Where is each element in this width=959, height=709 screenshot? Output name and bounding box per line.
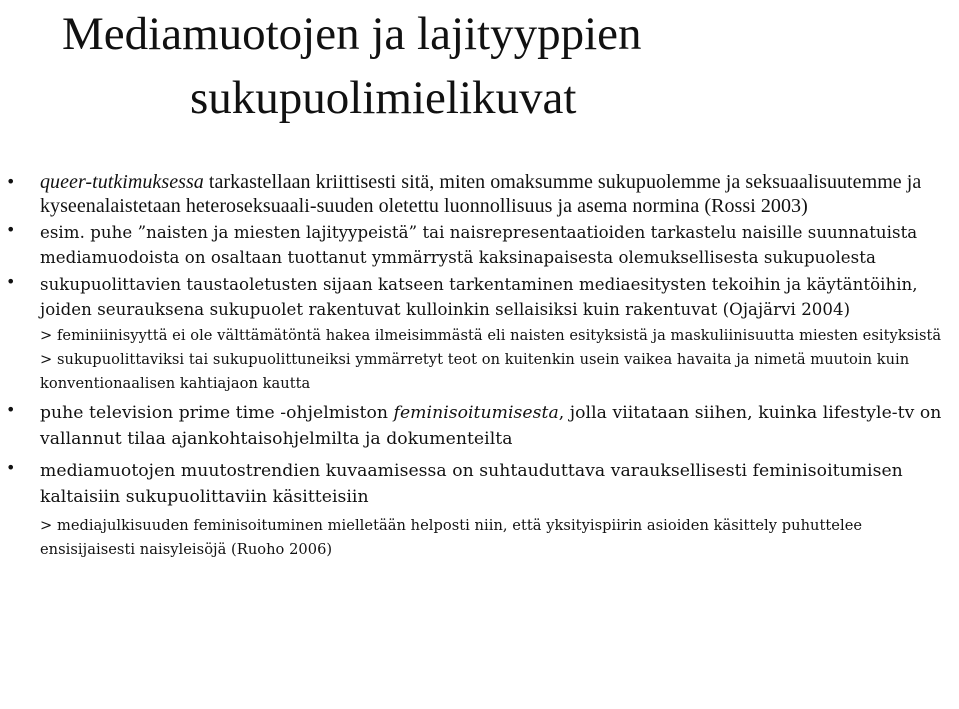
bullet-text: mediamuotojen muutostrendien kuvaamisessa on suhtauduttava varauksellisesti feminisoitumisen kaltaisiin sukupuolittaviin käsitteisiin [40,461,903,507]
bullet-text: esim. puhe ”naisten ja miesten lajityypeistä” tai naisrepresentaatioiden tarkastelu naisille suunnatuista mediamuodoista on osaltaan tuottanut ymmärrystä kaksinapaisesta olemuksellisesta sukupuolesta [40,223,918,267]
bullet-item-genre-talk [0,220,959,270]
bullet-text-after: , jolla viitataan siihen, kuinka lifestyle-tv on vallannut tilaa ajankohtaisohjelmilta ja dokumenteilta [40,403,942,449]
sub-item-text: > feminiinisyyttä ei ole välttämätöntä hakea ilmeisimmästä eli naisten esityksistä ja maskuliinisuutta miesten esityksistä [40,327,942,344]
bullet-item-media-practices [0,272,959,322]
sub-item-text: > sukupuolittaviksi tai sukupuolittuneiksi ymmärretyt teot on kuitenkin usein vaikea havaita ja nimetä muutoin kuin konventionaalisen kahtiajaon kautta [40,351,910,392]
bullet-list [0,170,959,562]
bullet-text-italic: feminisoitumisesta [393,403,559,423]
bullet-icon: • [6,172,16,191]
sub-item-gendered-acts [0,348,959,396]
bullet-text-before: puhe television prime time -ohjelmiston [40,403,394,423]
slide-title-line-2: sukupuolimielikuvat [190,72,577,124]
bullet-text: tarkastellaan kriittisesti sitä, miten omaksumme sukupuolemme ja seksuaalisuutemme ja kyseenalaistetaan heteroseksuaali-suuden oletettu luonnollisuus ja asema normina (Rossi 2003) [40,171,922,217]
bullet-icon: • [6,220,16,239]
bullet-item-prime-time [0,400,959,452]
bullet-item-queer-research [0,170,959,218]
bullet-icon: • [6,458,16,477]
bullet-icon: • [6,272,16,291]
bullet-item-trends [0,458,959,510]
sub-item-publicity [0,514,959,562]
sub-item-text: > mediajulkisuuden feminisoituminen mielletään helposti niin, että yksityispiirin asioiden käsittely puhuttelee ensisijaisesti naisyleisöjä (Ruoho 2006) [40,517,863,558]
slide-title-line-1: Mediamuotojen ja lajityyppien [62,8,642,60]
sub-item-femininity [0,324,959,348]
bullet-text: sukupuolittavien taustaoletusten sijaan katseen tarkentaminen mediaesitysten tekoihin ja käytäntöihin, joiden seurauksena sukupuolet rakentuvat kulloinkin sellaisiksi kuin rakentuvat (Ojajärvi 2004) [40,275,918,319]
slide-title [62,2,942,130]
bullet-icon: • [6,400,16,419]
bullet-lead-italic: queer-tutkimuksessa [40,171,204,193]
